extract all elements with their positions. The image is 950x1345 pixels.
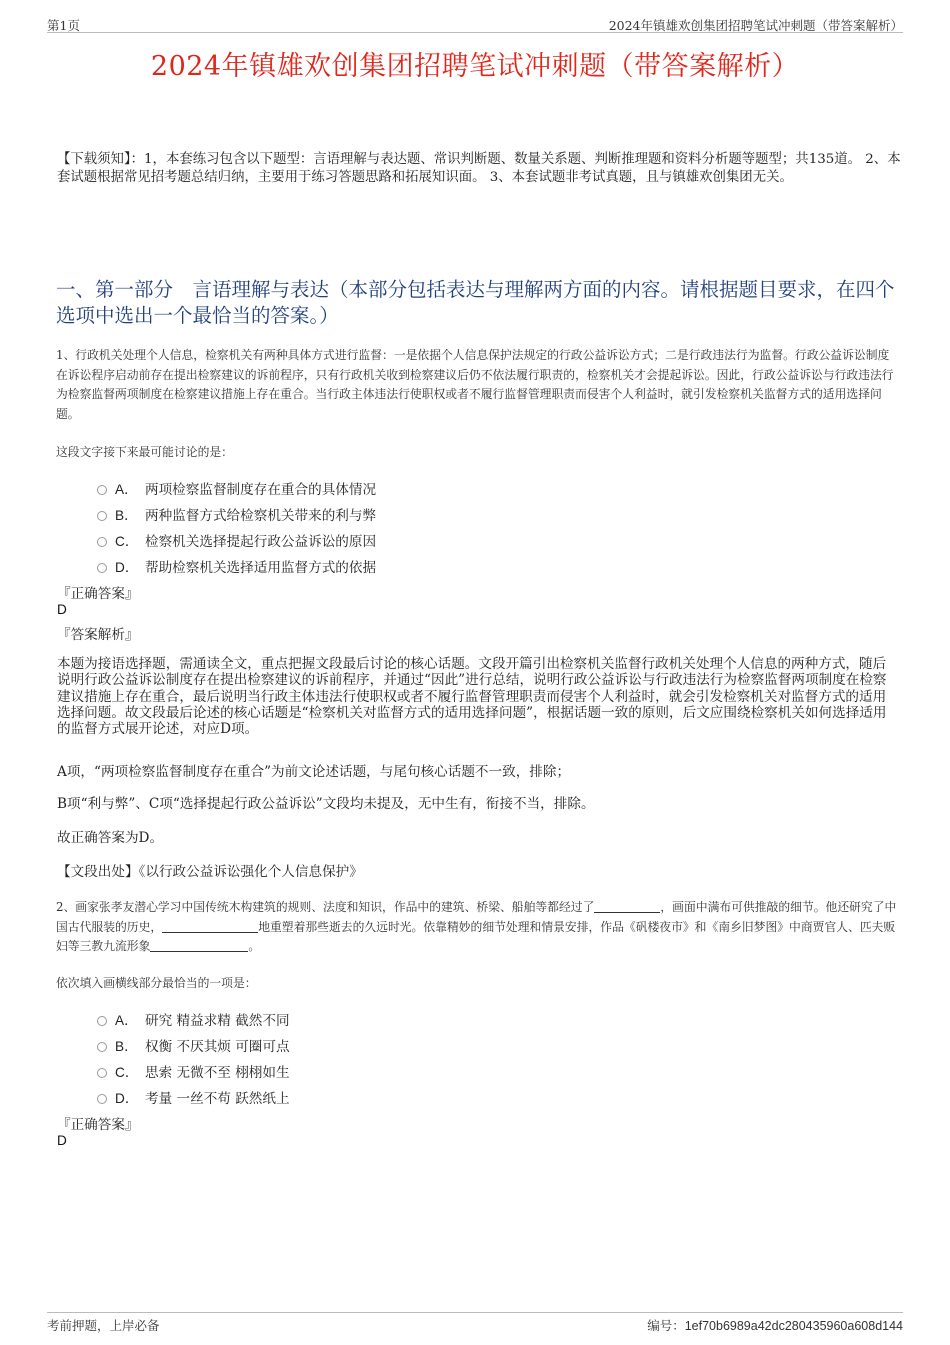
question-2-option-d[interactable]: D． 考量 一丝不苟 跃然纸上: [97, 1087, 290, 1107]
radio-icon[interactable]: [97, 563, 107, 573]
footer-serial: 编号：1ef70b6989a42dc280435960a608d144: [647, 1318, 903, 1333]
question-2-option-a[interactable]: A． 研究 精益求精 截然不同: [97, 1009, 290, 1029]
answer-value: D: [57, 1133, 67, 1148]
analysis-label: 『答案解析』: [57, 627, 139, 643]
question-1-option-b[interactable]: B． 两种监督方式给检察机关带来的利与弊: [97, 504, 376, 524]
analysis-paragraph: A项，“两项检察监督制度存在重合”为前文论述话题，与尾句核心话题不一致，排除；: [57, 764, 571, 780]
question-2-option-c[interactable]: C． 思索 无微不至 栩栩如生: [97, 1061, 290, 1081]
page-footer: [47, 1312, 903, 1333]
download-notice: 【下载须知】：1，本套练习包含以下题型：言语理解与表达题、常识判断题、数量关系题、判断推理题和资料分析题等题型；共135道。 2、本套试题根据常见招考题总结归纳，主要用于练习答题思路和拓展知识面。 3、本套试题非考试真题，且与镇雄欢创集团无关。: [57, 152, 901, 185]
question-1-text: 1、行政机关处理个人信息，检察机关有两种具体方式进行监督：一是依据个人信息保护法规定的行政公益诉讼方式；二是行政违法行为监督。行政公益诉讼制度在诉讼程序启动前存在提出检察建议的诉前程序，只有行政机关收到检察建议后仍不依法履行职责的，检察机关才会提起诉讼。因此，行政公益诉讼与行政违法行为检察监督两项制度在检察建议措施上存在重合。当行政主体违法行使职权或者不履行监督管理职责而侵害个人利益时，就引发检察机关监督方式的适用选择问题。: [56, 348, 894, 421]
question-1-prompt: 这段文字接下来最可能讨论的是：: [56, 445, 233, 459]
answer-value: D: [57, 602, 67, 617]
question-2-option-b[interactable]: B． 权衡 不厌其烦 可圈可点: [97, 1035, 290, 1055]
question-1-option-d[interactable]: D． 帮助检察机关选择适用监督方式的依据: [97, 556, 376, 576]
radio-icon[interactable]: [97, 1042, 107, 1052]
analysis-paragraph: 故正确答案为D。: [57, 830, 164, 846]
header-doc-title: 2024年镇雄欢创集团招聘笔试冲刺题（带答案解析）: [608, 18, 903, 33]
fill-blank-2[interactable]: [162, 920, 258, 933]
question-1-option-a[interactable]: A． 两项检察监督制度存在重合的具体情况: [97, 478, 376, 498]
analysis-paragraph: B项“利与弊”、C项“选择提起行政公益诉讼”文段均未提及，无中生有，衔接不当，排除。: [57, 796, 595, 812]
answer-label: 『正确答案』: [57, 1117, 139, 1133]
document-title: 2024年镇雄欢创集团招聘笔试冲刺题（带答案解析）: [150, 51, 800, 82]
radio-icon[interactable]: [97, 1094, 107, 1104]
question-2-text: 2、画家张孝友潜心学习中国传统木构建筑的规则、法度和知识，作品中的建筑、桥梁、船舶等都经过了 ，画面中满布可供推敲的细节。他还研究了中国古代服装的历史， 地重塑着那些逝去的久远时光。依靠精妙的细节处理和情景安排，作品《矾楼夜市》和《南乡旧梦图》中商贾官人、匹夫贩妇等三教九流形象 。: [56, 900, 897, 953]
fill-blank-3[interactable]: [150, 939, 248, 952]
answer-label: 『正确答案』: [57, 586, 139, 602]
radio-icon[interactable]: [97, 1016, 107, 1026]
page-number: 第1页: [47, 18, 80, 33]
radio-icon[interactable]: [97, 485, 107, 495]
section-heading: 一、第一部分 言语理解与表达（本部分包括表达与理解两方面的内容。请根据题目要求，在四个选项中选出一个最恰当的答案。）: [56, 278, 895, 327]
radio-icon[interactable]: [97, 537, 107, 547]
fill-blank-1[interactable]: [594, 900, 660, 913]
analysis-paragraph: 本题为接语选择题，需通读全文，重点把握文段最后讨论的核心话题。文段开篇引出检察机关监督行政机关处理个人信息的两种方式，随后说明行政公益诉讼制度存在提出检察建议的诉前程序，并通过“因此”进行总结，说明行政公益诉讼与行政违法行为检察监督两项制度在检察建议措施上存在重合，最后说明当行政主体违法行使职权或者不履行监督管理职责而侵害个人利益时，就会引发检察机关对监督方式的适用选择问题。故文段最后论述的核心话题是“检察机关对监督方式的适用选择问题”，根据话题一致的原则，后文应围绕检察机关如何选择适用的监督方式展开论述，对应D项。: [57, 656, 887, 738]
question-1-option-c[interactable]: C． 检察机关选择提起行政公益诉讼的原因: [97, 530, 376, 550]
page-header: [47, 14, 903, 33]
footer-slogan: 考前押题，上岸必备: [47, 1318, 160, 1333]
source-citation: 【文段出处】《以行政公益诉讼强化个人信息保护》: [57, 864, 363, 880]
radio-icon[interactable]: [97, 511, 107, 521]
radio-icon[interactable]: [97, 1068, 107, 1078]
question-2-prompt: 依次填入画横线部分最恰当的一项是：: [56, 976, 257, 990]
